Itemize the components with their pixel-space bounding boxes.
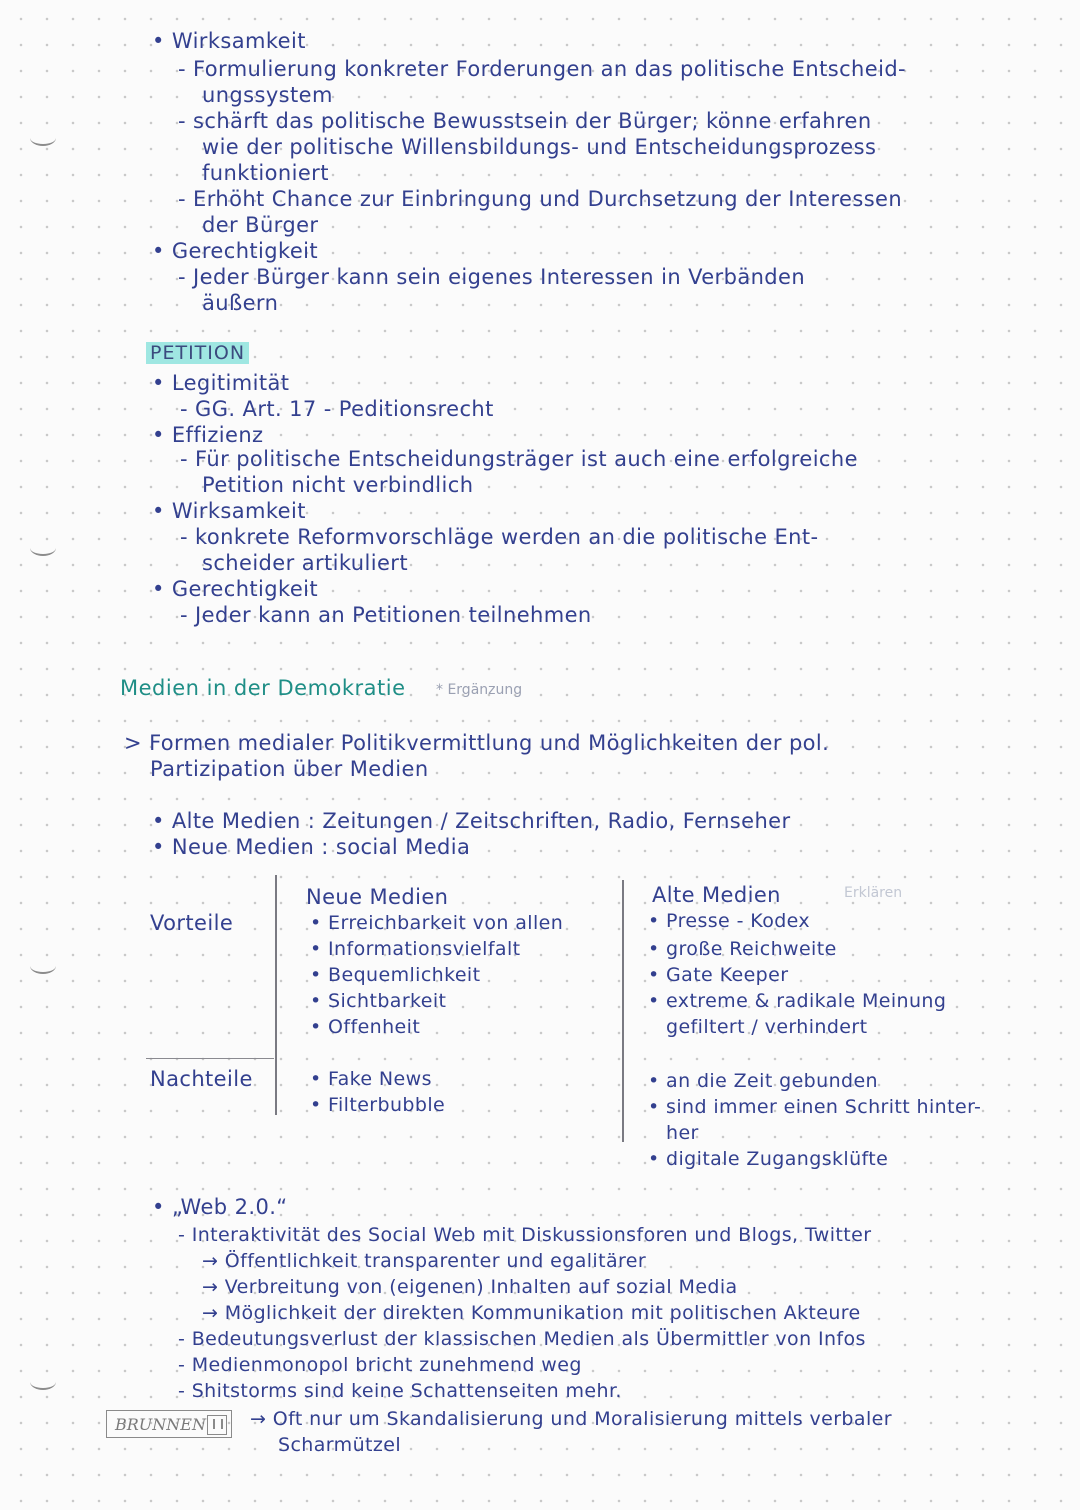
bullet-gerechtigkeit: • Gerechtigkeit: [152, 577, 319, 601]
table-header-neue: Neue Medien: [306, 885, 449, 909]
text-line: äußern: [202, 291, 279, 315]
bullet-web20: • „Web 2.0.“: [152, 1195, 288, 1219]
list-item: • Erreichbarkeit von allen: [310, 912, 564, 934]
text-line: - Formulierung konkreter Forderungen an das politische Entscheid-: [178, 57, 907, 81]
text-line: - Shitstorms sind keine Schattenseiten mehr.: [178, 1380, 622, 1402]
table-header-alte: Alte Medien: [652, 883, 781, 907]
text-line: → Öffentlichkeit transparenter und egalitärer: [202, 1250, 647, 1272]
list-item: • Offenheit: [310, 1016, 421, 1038]
text-line: Partizipation über Medien: [150, 757, 429, 781]
table-divider: [275, 875, 277, 1115]
text-line: - Erhöht Chance zur Einbringung und Durchsetzung der Interessen: [178, 187, 903, 211]
bullet-effizienz: • Effizienz: [152, 423, 264, 447]
text-line: - Medienmonopol bricht zunehmend weg: [178, 1354, 582, 1376]
table-row-divider: [146, 1058, 274, 1059]
bullet-wirksamkeit: • Wirksamkeit: [152, 499, 306, 523]
text-line: scheider artikuliert: [202, 551, 408, 575]
table-row-vorteile: Vorteile: [150, 911, 234, 935]
text-line: Scharmützel: [278, 1434, 402, 1456]
punch-hole-mark: [30, 130, 56, 146]
text-line: - konkrete Reformvorschläge werden an die politische Ent-: [180, 525, 819, 549]
petition-heading: PETITION: [146, 342, 249, 364]
list-item: • große Reichweite: [648, 938, 837, 960]
list-item: • extreme & radikale Meinung: [648, 990, 947, 1012]
ergaenzung-note: * Ergänzung: [436, 682, 523, 698]
bullet-gerechtigkeit: • Gerechtigkeit: [152, 239, 319, 263]
text-line: wie der politische Willensbildungs- und Entscheidungsprozess: [202, 135, 877, 159]
brand-name: BRUNNEN: [115, 1415, 206, 1434]
list-item: • Bequemlichkeit: [310, 964, 481, 986]
bullet-wirksamkeit: • Wirksamkeit: [152, 29, 306, 53]
text-line: → Möglichkeit der direkten Kommunikation mit politischen Akteure: [202, 1302, 861, 1324]
text-line: - GG. Art. 17 - Peditionsrecht: [180, 397, 494, 421]
text-line: - Jeder Bürger kann sein eigenes Interessen in Verbänden: [178, 265, 806, 289]
text-line: - Jeder kann an Petitionen teilnehmen: [180, 603, 592, 627]
text-line: - Bedeutungsverlust der klassischen Medien als Übermittler von Infos: [178, 1328, 866, 1350]
bullet-alte-medien: • Alte Medien : Zeitungen / Zeitschriften, Radio, Fernseher: [152, 809, 791, 833]
erklaeren-note: Erklären: [844, 885, 903, 901]
list-item: • Filterbubble: [310, 1094, 446, 1116]
text-line: der Bürger: [202, 213, 319, 237]
bullet-neue-medien: • Neue Medien : social Media: [152, 835, 471, 859]
text-line: funktioniert: [202, 161, 329, 185]
list-item: • sind immer einen Schritt hinter-: [648, 1096, 982, 1118]
list-item: her: [666, 1122, 699, 1144]
text-line: ungssystem: [202, 83, 333, 107]
table-row-nachteile: Nachteile: [150, 1067, 253, 1091]
list-item: • Presse - Kodex: [648, 910, 811, 932]
table-divider: [622, 880, 624, 1142]
list-item: • Gate Keeper: [648, 964, 789, 986]
bullet-legitimitaet: • Legitimität: [152, 371, 290, 395]
brand-mark-icon: [207, 1415, 227, 1435]
list-item: • Sichtbarkeit: [310, 990, 447, 1012]
list-item: • an die Zeit gebunden: [648, 1070, 878, 1092]
list-item: • Informationsvielfalt: [310, 938, 521, 960]
punch-hole-mark: [30, 540, 56, 556]
text-line: → Verbreitung von (eigenen) Inhalten auf sozial Media: [202, 1276, 738, 1298]
brunnen-logo: [106, 1410, 232, 1438]
punch-hole-mark: [30, 958, 56, 974]
text-line: - schärft das politische Bewusstsein der Bürger; könne erfahren: [178, 109, 872, 133]
text-line: - Für politische Entscheidungsträger ist auch eine erfolgreiche: [180, 447, 858, 471]
text-line: > Formen medialer Politikvermittlung und Möglichkeiten der pol.: [124, 731, 830, 755]
list-item: • Fake News: [310, 1068, 432, 1090]
text-line: Petition nicht verbindlich: [202, 473, 474, 497]
list-item: gefiltert / verhindert: [666, 1016, 868, 1038]
list-item: • digitale Zugangsklüfte: [648, 1148, 889, 1170]
medien-heading: Medien in der Demokratie: [120, 676, 406, 700]
text-line: → Oft nur um Skandalisierung und Moralisierung mittels verbaler: [250, 1408, 892, 1430]
text-line: - Interaktivität des Social Web mit Diskussionsforen und Blogs, Twitter: [178, 1224, 872, 1246]
punch-hole-mark: [30, 1374, 56, 1390]
